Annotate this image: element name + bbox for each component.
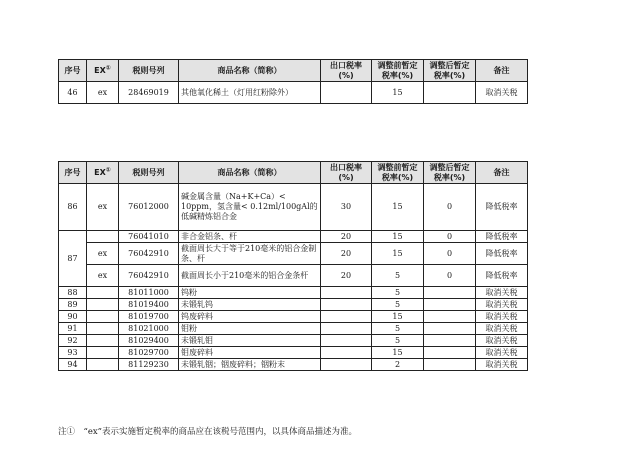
header-export-rate: 出口税率(%) [321, 162, 372, 184]
cell-name: 未锻轧钨 [179, 299, 321, 311]
header-name: 商品名称（简称） [179, 60, 321, 82]
header-ex-label: EX [94, 167, 106, 177]
cell-remark: 取消关税 [476, 287, 528, 299]
cell-name: 截面周长大于等于210毫米的铝合金制条、杆 [179, 243, 321, 265]
header-export-rate: 出口税率(%) [321, 60, 372, 82]
cell-name: 未锻轧铟；铟废碎料；铟粉末 [179, 359, 321, 371]
header-code: 税则号列 [119, 60, 179, 82]
cell-ex: ex [87, 265, 119, 287]
cell-post-rate [424, 299, 476, 311]
cell-export-rate: 20 [321, 265, 372, 287]
cell-name: 碱金属含量（Na+K+Ca）< 10ppm，氢含量< 0.12ml/100gAl的低碱精炼铝合金 [179, 184, 321, 231]
cell-code: 81019700 [119, 311, 179, 323]
cell-code: 81029400 [119, 335, 179, 347]
header-remark: 备注 [476, 162, 528, 184]
table-row [59, 347, 528, 359]
cell-remark: 取消关税 [476, 359, 528, 371]
cell-pre-rate: 15 [372, 231, 424, 243]
cell-pre-rate: 15 [372, 347, 424, 359]
cell-ex [87, 323, 119, 335]
cell-code: 28469019 [119, 82, 179, 104]
header-ex-note: ① [105, 165, 111, 173]
cell-seq: 88 [59, 287, 87, 299]
cell-post-rate [424, 347, 476, 359]
cell-remark: 降低税率 [476, 184, 528, 231]
table-row [59, 265, 528, 287]
cell-export-rate [321, 82, 372, 104]
cell-name: 截面周长小于210毫米的铝合金条杆 [179, 265, 321, 287]
header-post-rate: 调整后暂定税率(%) [424, 162, 476, 184]
cell-name: 其他氧化稀土（灯用红粉除外） [179, 82, 321, 104]
cell-ex: ex [87, 243, 119, 265]
cell-export-rate: 20 [321, 231, 372, 243]
cell-remark: 降低税率 [476, 265, 528, 287]
cell-ex [87, 231, 119, 243]
cell-pre-rate: 5 [372, 323, 424, 335]
cell-export-rate [321, 335, 372, 347]
header-ex [87, 162, 119, 184]
table-row [59, 299, 528, 311]
cell-pre-rate: 15 [372, 82, 424, 104]
table-row [59, 359, 528, 371]
header-ex [87, 60, 119, 82]
cell-code: 81011000 [119, 287, 179, 299]
cell-code: 76012000 [119, 184, 179, 231]
cell-code: 81019400 [119, 299, 179, 311]
cell-seq: 87 [59, 231, 87, 287]
cell-post-rate [424, 287, 476, 299]
cell-remark: 降低税率 [476, 231, 528, 243]
cell-code: 81129230 [119, 359, 179, 371]
table-row [59, 335, 528, 347]
cell-ex [87, 335, 119, 347]
cell-seq: 94 [59, 359, 87, 371]
header-pre-rate: 调整前暂定税率(%) [372, 60, 424, 82]
footnote: 注① “ex”表示实施暂定税率的商品应在该税号范围内，以具体商品描述为准。 [58, 427, 358, 437]
cell-code: 76041010 [119, 231, 179, 243]
cell-post-rate [424, 323, 476, 335]
cell-ex [87, 359, 119, 371]
cell-pre-rate: 5 [372, 265, 424, 287]
cell-ex: ex [87, 82, 119, 104]
cell-pre-rate: 5 [372, 299, 424, 311]
cell-seq: 90 [59, 311, 87, 323]
cell-pre-rate: 15 [372, 243, 424, 265]
cell-pre-rate: 5 [372, 335, 424, 347]
table-header-row [59, 162, 528, 184]
cell-remark: 取消关税 [476, 323, 528, 335]
cell-export-rate [321, 311, 372, 323]
cell-seq: 86 [59, 184, 87, 231]
cell-pre-rate: 15 [372, 184, 424, 231]
header-remark: 备注 [476, 60, 528, 82]
cell-export-rate [321, 287, 372, 299]
cell-post-rate [424, 82, 476, 104]
cell-post-rate [424, 311, 476, 323]
cell-export-rate [321, 323, 372, 335]
header-seq: 序号 [59, 162, 87, 184]
table-row [59, 323, 528, 335]
cell-ex [87, 287, 119, 299]
cell-pre-rate: 2 [372, 359, 424, 371]
cell-post-rate: 0 [424, 184, 476, 231]
header-seq: 序号 [59, 60, 87, 82]
header-post-rate: 调整后暂定税率(%) [424, 60, 476, 82]
cell-post-rate [424, 359, 476, 371]
cell-remark: 降低税率 [476, 243, 528, 265]
cell-seq: 93 [59, 347, 87, 359]
cell-remark: 取消关税 [476, 347, 528, 359]
table-row [59, 311, 528, 323]
header-pre-rate: 调整前暂定税率(%) [372, 162, 424, 184]
cell-name: 钼粉 [179, 323, 321, 335]
cell-post-rate [424, 335, 476, 347]
cell-code: 76042910 [119, 243, 179, 265]
cell-post-rate: 0 [424, 243, 476, 265]
cell-remark: 取消关税 [476, 311, 528, 323]
cell-export-rate: 20 [321, 243, 372, 265]
cell-remark: 取消关税 [476, 299, 528, 311]
cell-seq: 46 [59, 82, 87, 104]
table-row [59, 82, 528, 104]
cell-name: 非合金铝条、杆 [179, 231, 321, 243]
header-name: 商品名称（简称） [179, 162, 321, 184]
cell-post-rate: 0 [424, 231, 476, 243]
cell-export-rate: 30 [321, 184, 372, 231]
table-header-row [59, 60, 528, 82]
cell-ex: ex [87, 184, 119, 231]
cell-code: 81029700 [119, 347, 179, 359]
cell-code: 76042910 [119, 265, 179, 287]
cell-export-rate [321, 347, 372, 359]
cell-seq: 91 [59, 323, 87, 335]
cell-remark: 取消关税 [476, 82, 528, 104]
cell-export-rate [321, 299, 372, 311]
cell-seq: 92 [59, 335, 87, 347]
tariff-table-2 [58, 161, 528, 371]
cell-name: 钨粉 [179, 287, 321, 299]
cell-ex [87, 311, 119, 323]
cell-ex [87, 347, 119, 359]
cell-name: 钨废碎料 [179, 311, 321, 323]
table-row [59, 243, 528, 265]
cell-export-rate [321, 359, 372, 371]
cell-pre-rate: 5 [372, 287, 424, 299]
cell-code: 81021000 [119, 323, 179, 335]
cell-post-rate: 0 [424, 265, 476, 287]
table-row [59, 231, 528, 243]
tariff-table-1 [58, 59, 528, 104]
cell-ex [87, 299, 119, 311]
table-row [59, 184, 528, 231]
header-ex-note: ① [105, 63, 111, 71]
cell-name: 钼废碎料 [179, 347, 321, 359]
cell-pre-rate: 15 [372, 311, 424, 323]
header-ex-label: EX [94, 65, 106, 75]
header-code: 税则号列 [119, 162, 179, 184]
table-row [59, 287, 528, 299]
cell-seq: 89 [59, 299, 87, 311]
cell-name: 未锻轧钼 [179, 335, 321, 347]
cell-remark: 取消关税 [476, 335, 528, 347]
